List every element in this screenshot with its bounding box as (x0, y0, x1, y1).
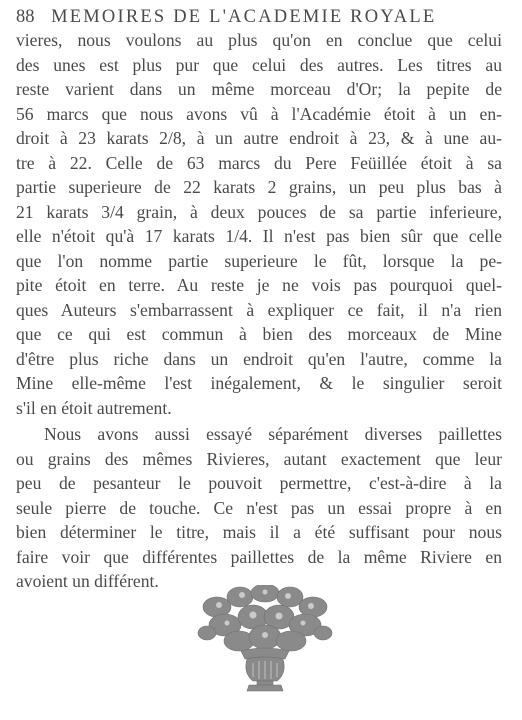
page-number: 88 (16, 7, 35, 27)
text-line: pite étoit en terre. Au reste je ne vois pas pourquoi quel- (16, 275, 502, 295)
text-line: peu de pesanteur le pouvoit permettre, c'est-à-dire à la (16, 473, 502, 493)
running-head: MEMOIRES DE L'ACADEMIE ROYALE (51, 7, 437, 27)
text-line: droit à 23 karats 2/8, à un autre endroit à 23, & à une au- (16, 128, 502, 148)
text-line: reste varient dans un même morceau d'Or; la pepite de (16, 79, 502, 99)
text-line: bien déterminer le titre, mais il a été suffisant pour nous (16, 522, 502, 542)
floral-vase-ornament-icon (195, 585, 335, 695)
text-line: 21 karats 3/4 grain, à deux pouces de sa partie inferieure, (16, 201, 502, 222)
text-line: d'être plus riche dans un endroit qu'en l'autre, comme la (16, 348, 502, 369)
text-line: des unes est plus pur que celui des autres. Les titres au (16, 54, 502, 75)
paragraph-2 (16, 422, 502, 594)
page-header (16, 4, 506, 30)
text-line: que l'on nomme partie superieure le fût, lorsque la pe- (16, 250, 502, 271)
text-line: avoient un différent. (16, 571, 159, 591)
paragraph-1 (16, 28, 502, 420)
text-line: tre à 22. Celle de 63 marcs du Pere Feüillée étoit à sa (16, 152, 502, 173)
text-line: ou grains des mêmes Rivieres, autant exactement que leur (16, 448, 502, 469)
text-line: faire voir que différentes paillettes de la même Riviere en (16, 546, 502, 567)
text-line: Nous avons aussi essayé séparément diverses paillettes (44, 424, 502, 444)
text-line: vieres, nous voulons au plus qu'on en conclue que celui (16, 30, 502, 50)
text-line: seule pierre de touche. Ce n'est pas un essai propre à en (16, 497, 502, 518)
text-line: 56 marcs que nous avons vû à l'Académie étoit à un en- (16, 103, 502, 124)
text-line: ques Auteurs s'embarrassent à expliquer ce fait, il n'a rien (16, 299, 502, 320)
body-text (16, 28, 502, 594)
text-line: partie superieure de 22 karats 2 grains, un peu plus bas à (16, 177, 502, 197)
text-line: elle n'étoit qu'à 17 karats 1/4. Il n'est pas bien sûr que celle (16, 226, 502, 246)
text-line: Mine elle-même l'est inégalement, & le singulier seroit (16, 373, 502, 393)
text-line: s'il en étoit autrement. (16, 397, 172, 418)
text-line: que ce qui est commun à bien des morceaux de Mine (16, 324, 502, 344)
